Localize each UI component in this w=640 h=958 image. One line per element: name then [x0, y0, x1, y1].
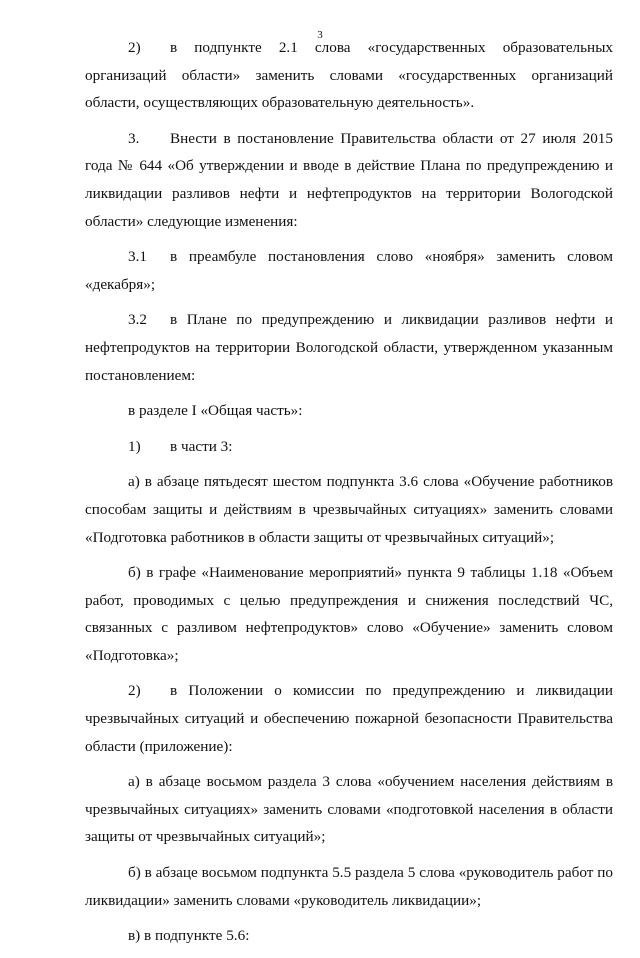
paragraph-text: в преамбуле постановления слово «ноября» заменить словом «декабря»; [85, 248, 613, 293]
paragraph-2 [85, 34, 613, 117]
paragraph-3-1 [85, 243, 613, 298]
item-number: 2) [128, 39, 141, 56]
paragraph-1-a [85, 468, 613, 551]
paragraph-text: Внести в постановление Правительства области от 27 июля 2015 года № 644 «Об утверждении и вводе в действие Плана по предупреждению и ликвидации разливов нефти и нефтепродуктов на территории Вологодской области» следующие изменения: [85, 129, 613, 230]
paragraph-text: б) в графе «Наименование мероприятий» пункта 9 таблицы 1.18 «Объем работ, проводимых с целью предупреждения и снижения последствий ЧС, связанных с разливом нефтепродуктов» слово «Обучение» заменить словом «Подготовка»; [85, 564, 613, 664]
paragraph-text: а) в абзаце восьмом раздела 3 слова «обучением населения действиям в чрезвычайных ситуациях» заменить словами «подготовкой населения в области защиты от чрезвычайных ситуаций»; [85, 773, 613, 846]
paragraph-text: в части 3: [170, 437, 233, 455]
paragraph-text: а) в абзаце пятьдесят шестом подпункта 3.6 слова «Обучение работников способам защиты и действиям в чрезвычайных ситуациях» заменить словами «Подготовка работников в области защиты от чрезвычайных ситуаций»; [85, 473, 613, 546]
paragraph-1 [85, 433, 613, 461]
paragraph-3-2 [85, 306, 613, 389]
paragraph-2-v [85, 922, 613, 950]
item-number: 2) [128, 682, 141, 700]
paragraph-2-b [85, 859, 613, 914]
item-number: 1) [128, 437, 141, 455]
paragraph-text: в разделе I «Общая часть»: [128, 402, 303, 420]
paragraph-text: в Плане по предупреждению и ликвидации разливов нефти и нефтепродуктов на территории Вологодской области, утвержденном указанным постановлением: [85, 311, 613, 384]
paragraph-text: в Положении о комиссии по предупреждению и ликвидации чрезвычайных ситуаций и обеспечению пожарной безопасности Правительства области (приложение): [85, 682, 613, 755]
document-body [85, 34, 613, 958]
item-number: 3.1 [128, 248, 147, 266]
paragraph-text: в подпункте 2.1 слова «государственных образовательных организаций области» заменить словами «государственных организаций области, осуществляющих образовательную деятельность». [85, 39, 613, 112]
paragraph-text: б) в абзаце восьмом подпункта 5.5 раздела 5 слова «руководитель работ по ликвидации» заменить словами «руководитель ликвидации»; [85, 864, 613, 909]
item-number: 3.2 [128, 311, 147, 329]
paragraph-2-regulation [85, 677, 613, 760]
paragraph-text: в) в подпункте 5.6: [128, 927, 250, 945]
item-number: 3. [128, 129, 140, 147]
paragraph-2-a [85, 768, 613, 851]
paragraph-3 [85, 125, 613, 235]
page-number: 3 [317, 29, 323, 41]
paragraph-section-1 [85, 397, 613, 425]
paragraph-1-b [85, 559, 613, 669]
